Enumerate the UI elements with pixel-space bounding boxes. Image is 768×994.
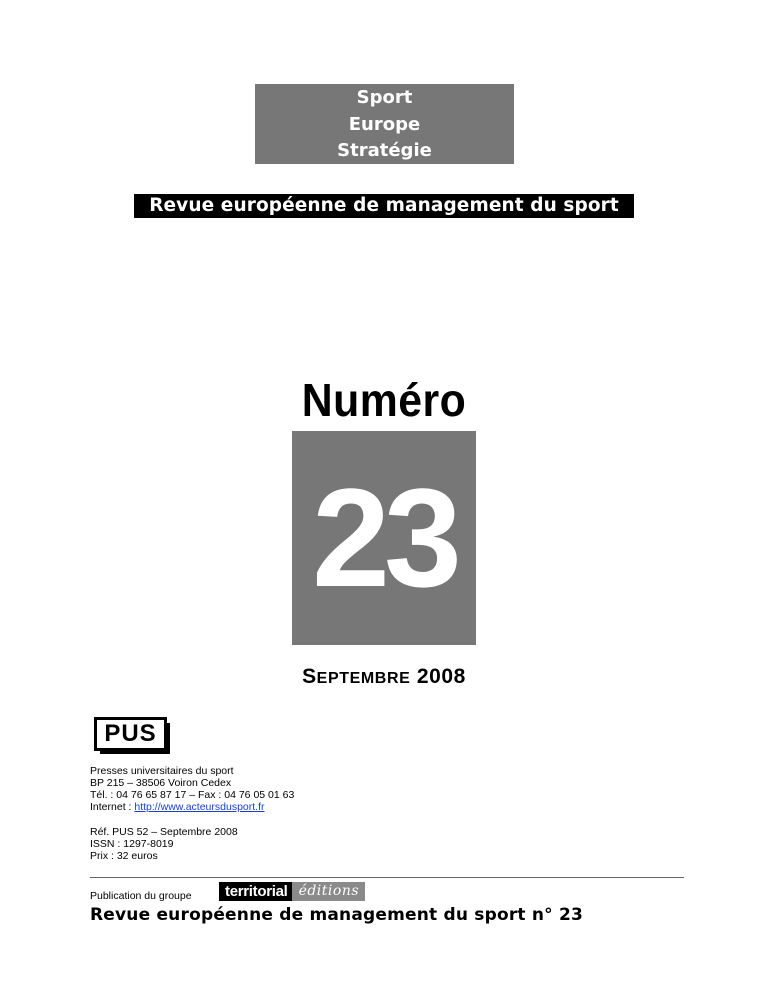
publisher-internet <box>90 801 294 813</box>
publication-group-label: Publication du groupe <box>90 890 192 902</box>
publisher-name: Presses universitaires du sport <box>90 765 234 777</box>
pus-logo: PUS <box>94 717 167 751</box>
journal-subtitle: Revue européenne de management du sport <box>134 194 634 218</box>
internet-label: Internet : <box>90 801 135 813</box>
publisher-contact <box>90 765 294 862</box>
issue-year: 2008 <box>416 665 466 688</box>
editions-logo-text: éditions <box>292 882 365 901</box>
issue-number: 23 <box>292 431 476 645</box>
territorial-logo-text: territorial <box>219 882 292 901</box>
publication-issn: ISSN : 1297-8019 <box>90 838 174 850</box>
publication-reference: Réf. PUS 52 – Septembre 2008 <box>90 826 238 838</box>
journal-title-box <box>255 84 514 164</box>
title-line-strategie: Stratégie <box>337 140 432 161</box>
footer-divider <box>90 877 684 878</box>
territorial-editions-logo <box>219 882 365 901</box>
website-link[interactable]: http://www.acteursdusport.fr <box>134 801 265 813</box>
title-line-sport: Sport <box>356 87 413 108</box>
publication-price: Prix : 32 euros <box>90 850 158 862</box>
issue-label: Numéro <box>301 374 467 426</box>
title-line-europe: Europe <box>348 113 421 135</box>
publisher-address: BP 215 – 38506 Voiron Cedex <box>90 777 232 789</box>
issue-month-initial: S <box>302 665 317 688</box>
footer-running-title: Revue européenne de management du sport n° 23 <box>90 905 584 925</box>
publisher-phone-fax: Tél. : 04 76 65 87 17 – Fax : 04 76 05 01 63 <box>90 789 295 801</box>
issue-date <box>0 664 768 692</box>
issue-month-rest: EPTEMBRE <box>316 670 411 687</box>
